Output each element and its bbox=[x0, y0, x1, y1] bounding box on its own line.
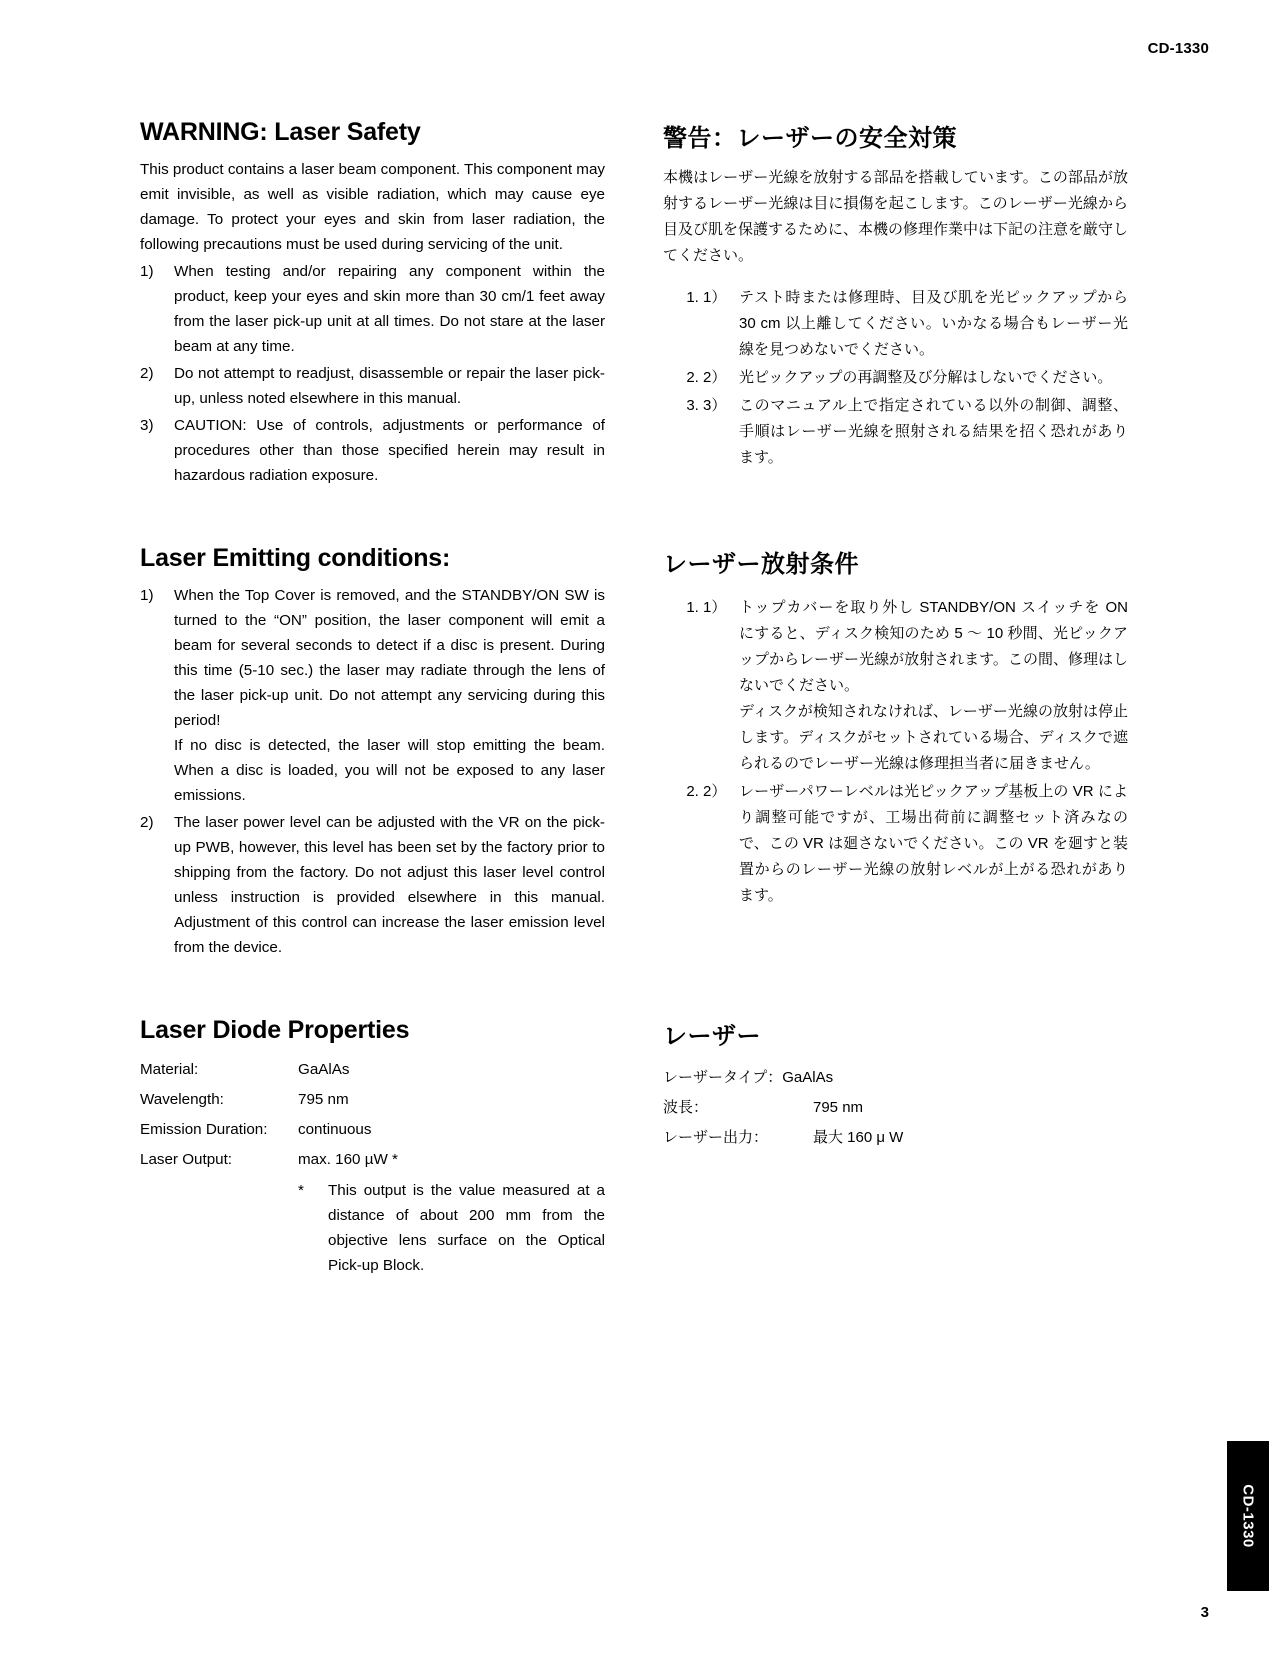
list-item bbox=[140, 259, 605, 359]
property-label: レーザー出力： bbox=[663, 1129, 769, 1146]
table-row bbox=[140, 1085, 605, 1115]
list-text: トップカバーを取り外し STANDBY/ON スイッチを ON にすると、ディスク検知のため 5 〜 10 秒間、光ピックアップからレーザー光線が放射されます。この間、修理はしないでください。 bbox=[739, 599, 1128, 694]
list-marker: 2) bbox=[140, 365, 154, 382]
warning-intro-jp: 本機はレーザー光線を放射する部品を搭載しています。この部品が放射するレーザー光線は目に損傷を起こします。このレーザー光線から目及び肌を保護するために、本機の修理作業中は下記の注意を厳守してください。 bbox=[663, 169, 1129, 264]
diode-footnote bbox=[298, 1178, 605, 1278]
table-row bbox=[663, 1123, 1128, 1153]
list-text: When testing and/or repairing any component within the product, keep your eyes and skin more than 30 cm/1 feet away from the laser pick-up unit at all times. Do not stare at the laser beam at any time. bbox=[174, 263, 605, 355]
emitting-column-japanese bbox=[663, 544, 1128, 960]
footnote-marker: * bbox=[298, 1182, 304, 1199]
list-item bbox=[140, 583, 605, 808]
list-item bbox=[140, 361, 605, 411]
table-row bbox=[140, 1115, 605, 1145]
header-model-number: CD-1330 bbox=[1147, 40, 1209, 57]
section-spacer bbox=[140, 488, 1130, 544]
diode-title-en: Laser Diode Properties bbox=[140, 1016, 410, 1044]
list-text: Do not attempt to readjust, disassemble or repair the laser pick-up, unless noted elsewhere in this manual. bbox=[174, 365, 605, 407]
property-value: max. 160 µW * bbox=[298, 1151, 398, 1168]
section-laser-diode-properties bbox=[140, 1016, 1130, 1278]
warning-list-en bbox=[140, 259, 605, 488]
diode-column-english bbox=[140, 1016, 605, 1278]
table-row bbox=[140, 1055, 605, 1085]
table-row bbox=[140, 1145, 605, 1175]
list-marker: 2) bbox=[140, 814, 154, 831]
diode-column-japanese bbox=[663, 1016, 1128, 1278]
list-marker: 1. 1） bbox=[703, 289, 727, 306]
side-tab-label: CD-1330 bbox=[1239, 1484, 1257, 1548]
property-label: Emission Duration: bbox=[140, 1121, 268, 1138]
property-value: GaAlAs bbox=[782, 1069, 834, 1086]
property-label: Material: bbox=[140, 1061, 199, 1078]
warning-title-jp: 警告：レーザーの安全対策 bbox=[663, 125, 957, 152]
list-marker: 2. 2） bbox=[703, 369, 727, 386]
diode-properties-table-en bbox=[140, 1055, 605, 1278]
property-label: レーザータイプ： bbox=[663, 1069, 783, 1086]
list-item bbox=[703, 393, 1128, 471]
list-item bbox=[703, 779, 1128, 909]
property-value: 最大 160 μ W bbox=[813, 1129, 904, 1146]
list-subtext: ディスクが検知されなければ、レーザー光線の放射は停止します。ディスクがセットされている場合、ディスクで遮られるのでレーザー光線は修理担当者に届きません。 bbox=[739, 703, 1128, 772]
list-subtext: If no disc is detected, the laser will stop emitting the beam. When a disc is loaded, you will not be exposed to any laser emissions. bbox=[174, 737, 605, 804]
warning-column-english bbox=[140, 118, 605, 488]
warning-intro-en: This product contains a laser beam component. This component may emit invisible, as well as visible radiation, which may cause eye damage. To protect your eyes and skin from laser radiation, the following precautions must be used during servicing of the unit. bbox=[140, 161, 605, 253]
list-text: テスト時または修理時、目及び肌を光ピックアップから 30 cm 以上離してください。いかなる場合もレーザー光線を見つめないでください。 bbox=[739, 289, 1128, 358]
emitting-list-en bbox=[140, 583, 605, 960]
property-value: 795 nm bbox=[298, 1091, 349, 1108]
list-marker: 3. 3） bbox=[703, 397, 727, 414]
list-marker: 1) bbox=[140, 263, 154, 280]
property-label: Laser Output: bbox=[140, 1151, 233, 1168]
list-text: レーザーパワーレベルは光ピックアップ基板上の VR により調整可能ですが、工場出荷前に調整セット済みなので、この VR は廻さないでください。この VR を廻すと装置からのレーザー光線の放射レベルが上がる恐れがあります。 bbox=[739, 783, 1128, 904]
page-content bbox=[140, 118, 1130, 1278]
list-item bbox=[703, 365, 1128, 391]
emitting-title-jp: レーザー放射条件 bbox=[663, 551, 859, 578]
footnote-text: This output is the value measured at a distance of about 200 mm from the objective lens surface on the Optical Pick-up Block. bbox=[328, 1182, 605, 1274]
list-item bbox=[140, 810, 605, 960]
emitting-column-english bbox=[140, 544, 605, 960]
diode-title-jp: レーザー bbox=[663, 1023, 761, 1050]
property-value: GaAlAs bbox=[298, 1061, 350, 1078]
list-text: このマニュアル上で指定されている以外の制御、調整、手順はレーザー光線を照射される結果を招く恐れがあります。 bbox=[739, 397, 1128, 466]
side-tab-model bbox=[1227, 1441, 1269, 1591]
table-row bbox=[663, 1093, 1128, 1123]
property-value: continuous bbox=[298, 1121, 372, 1138]
list-marker: 3) bbox=[140, 417, 154, 434]
list-item bbox=[703, 595, 1128, 777]
list-marker: 1) bbox=[140, 587, 154, 604]
list-text: 光ピックアップの再調整及び分解はしないでください。 bbox=[739, 369, 1113, 386]
list-item bbox=[703, 285, 1128, 363]
section-warning bbox=[140, 118, 1130, 488]
warning-title-en: WARNING: Laser Safety bbox=[140, 118, 421, 146]
section-emitting-conditions bbox=[140, 544, 1130, 960]
emitting-list-jp bbox=[663, 595, 1128, 909]
emitting-title-en: Laser Emitting conditions: bbox=[140, 544, 451, 572]
section-spacer bbox=[140, 960, 1130, 1016]
list-text: CAUTION: Use of controls, adjustments or performance of procedures other than those specified herein may result in hazardous radiation exposure. bbox=[174, 417, 605, 484]
list-marker: 2. 2） bbox=[703, 783, 727, 800]
warning-column-japanese bbox=[663, 118, 1128, 488]
property-label: Wavelength: bbox=[140, 1091, 224, 1108]
property-label: 波長： bbox=[663, 1099, 709, 1116]
property-value: 795 nm bbox=[813, 1099, 864, 1116]
list-text: When the Top Cover is removed, and the STANDBY/ON SW is turned to the “ON” position, the laser component will emit a beam for several seconds to detect if a disc is present. During this time (5-10 sec.) the laser may radiate through the lens of the laser pick-up unit. Do not attempt any servicing during this period! bbox=[174, 587, 605, 729]
list-marker: 1. 1） bbox=[703, 599, 727, 616]
table-row bbox=[663, 1063, 1128, 1093]
list-item bbox=[140, 413, 605, 488]
warning-list-jp bbox=[663, 285, 1128, 471]
diode-properties-table-jp bbox=[663, 1063, 1128, 1153]
page-number: 3 bbox=[1200, 1604, 1209, 1621]
list-text: The laser power level can be adjusted with the VR on the pick-up PWB, however, this level has been set by the factory prior to shipping from the factory. Do not adjust this laser level control unless instruction is provided elsewhere in this manual. Adjustment of this control can increase the laser emission level from the device. bbox=[174, 814, 605, 956]
